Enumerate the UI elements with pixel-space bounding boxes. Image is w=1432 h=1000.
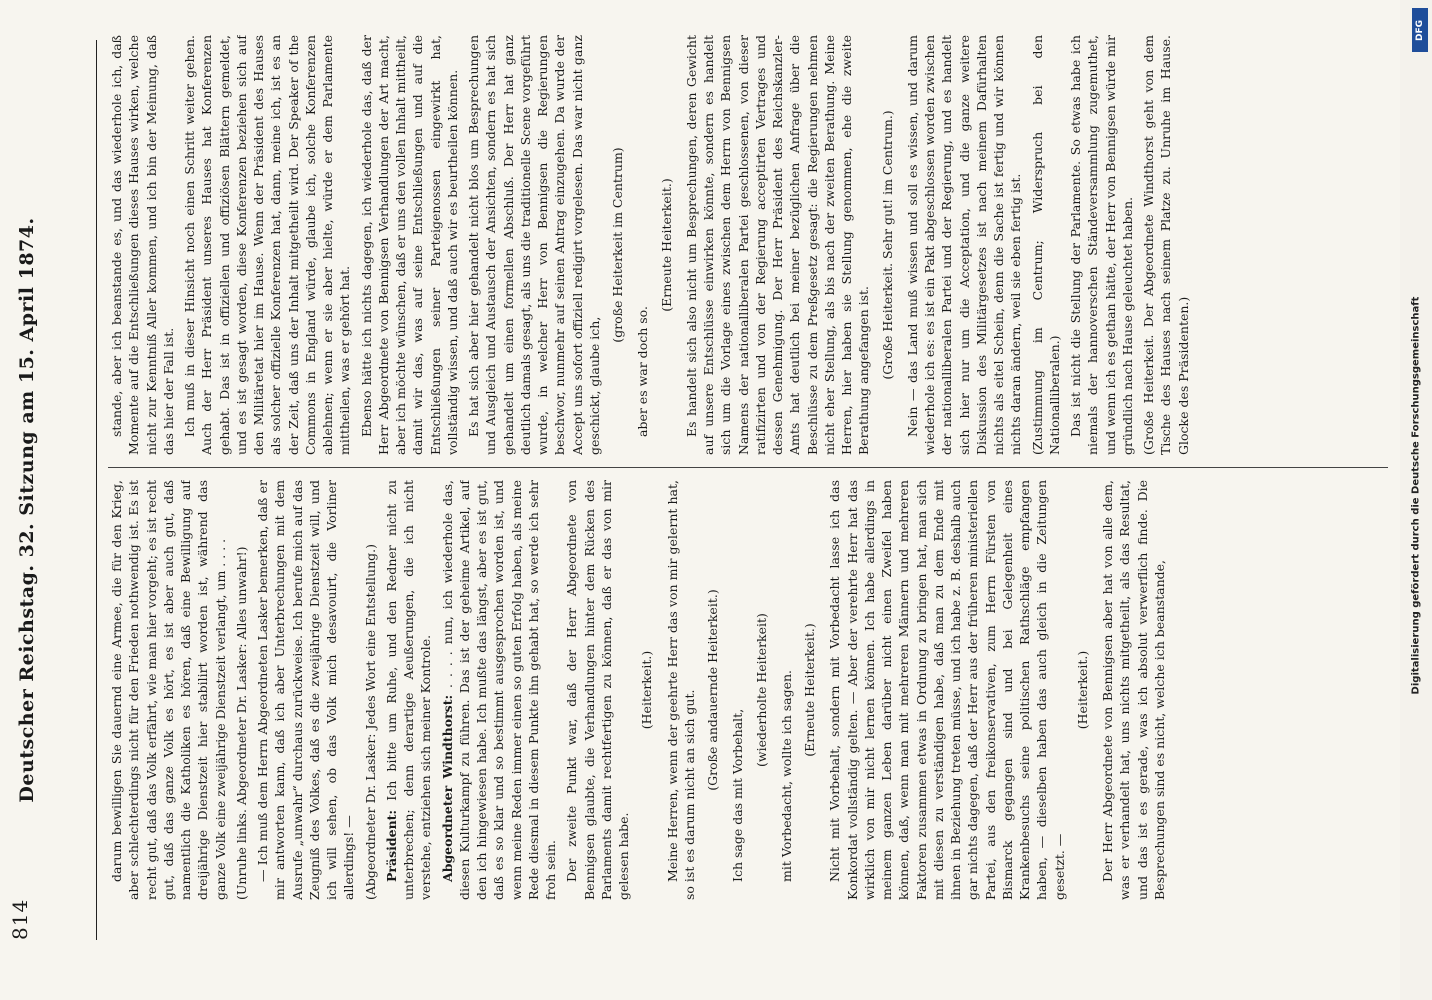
paragraph: Es hat sich aber hier gehandelt nicht blos um Besprechungen und Ausgleich und Austausch der Ansichten, sondern es hat sich gehandelt um einen formellen Abschluß. Der Herr hat ganz deutlich damals gesagt, als uns die traditionelle Scene vorgeführt wurde, in welcher Herr von Bennigsen die Regierungen beschwor, nunmehr auf seinen Antrag einzugehen. Da wurde der Accept uns sofort offiziell redigirt vorgelesen. Das war nicht ganz geschickt, glaube ich, bbox=[466, 35, 602, 455]
page-header bbox=[0, 50, 110, 970]
interjection: (Heiterkeit.) bbox=[1074, 650, 1090, 730]
paragraph: Ebenso hätte ich nichts dagegen, ich wiederhole das, daß der Herr Abgeordnete von Bennigsen Verhandlungen der Art macht, aber ich möchte wünschen, daß er uns den vollen Inhalt mittheilt, damit wir das, was auf seine Entschließungen und auf die Entschließungen seiner Parteigenossen eingewirkt hat, vollständig wissen, und daß auch wir es beurtheilen können. bbox=[358, 35, 460, 455]
paragraph: Der zweite Punkt war, daß der Herr Abgeordnete von Bennigsen glaubte, die Verhandlungen hinter dem Rücken des Parlaments damit rechtfertigen zu können, daß er das von mir gelesen habe. bbox=[564, 480, 631, 900]
text-column-left bbox=[108, 480, 1390, 900]
paragraph: Das ist nicht die Stellung der Parlamente. So etwas habe ich niemals der hannoverschen Ständeversammlung zugemuthet, und wenn ich es gethan hätte, der Herr von Bennigsen würde mir gründlich nach Hause geleuchtet haben. bbox=[1068, 35, 1135, 455]
stage-note: (Große Heiterkeit. Der Abgeordnete Windthorst geht von dem Tische des Hauses nach seinem Platze zu. Unruhe im Hause. Glocke des Präsidenten.) bbox=[1141, 35, 1191, 455]
header-rule bbox=[96, 40, 97, 940]
text-column-right bbox=[108, 35, 1390, 455]
paragraph: aber es war doch so. bbox=[635, 306, 651, 437]
paragraph: stande, aber ich beanstande es, und das wiederhole ich, daß Momente auf die Entschließungen dieses Hauses wirken, welche nicht zur Kenntniß Aller kommen, und ich bin der Meinung, daß das hier der Fall ist. bbox=[109, 35, 176, 455]
digitization-note-text: Digitalisierung gefördert durch die Deutsche Forschungsgemeinschaft bbox=[1410, 296, 1422, 695]
paragraph: — Ich muß dem Herrn Abgeordneten Lasker bemerken, daß er mir antworten kann, daß ich aber Unterbrechungen mit dem Ausrufe „unwahr“ durchaus zurückweise. Ich berufe mich auf das Zeugniß des Volkes, daß es die zweijährige Dienstzeit will, und ich will sehen, ob das Volk mich desavouirt, die Vorliner allerdings! — bbox=[255, 480, 357, 900]
paragraph-text: Ich bitte um Ruhe, und den Redner nicht zu unterbrechen; denn derartige Aeußerungen, die ich nicht verstehe, entziehen sich meiner Kontrole. bbox=[383, 480, 434, 900]
interjection: (Große Heiterkeit. Sehr gut! im Centrum.) bbox=[879, 110, 895, 380]
interjection: (Erneute Heiterkeit.) bbox=[802, 623, 817, 757]
digitization-note bbox=[1402, 0, 1430, 1000]
speaker-name: Abgeordneter Windthorst: bbox=[439, 694, 455, 882]
dfg-logo: DFG bbox=[1412, 8, 1428, 52]
paragraph bbox=[383, 480, 435, 900]
column-divider bbox=[108, 467, 1388, 468]
paragraph: Ich sage das mit Vorbehalt, bbox=[730, 708, 746, 882]
stage-note: (Unruhe links. Abgeordneter Dr. Lasker: Alles unwahr!) bbox=[233, 546, 249, 900]
paragraph-text: . . . . nun, ich wiederhole das, diesen Kulturkampf zu führen. Das ist der geheime Artikel, auf den ich hingewiesen habe. Ich mußte das längst, aber es ist gut, daß es so klar und so bestimmt ausgesprochen worden ist, und wenn meine Reden immer einen so guten Erfolg haben, als meine Rede diesmal in diesem Punkte ihn gehabt hat, so werde ich sehr froh sein. bbox=[439, 480, 558, 900]
speaker-name: Präsident: bbox=[383, 809, 399, 882]
paragraph: Nein — das Land muß wissen und soll es wissen, und darum wiederhole ich es: es ist ein Pakt abgeschlossen worden zwischen der nationalliberalen Partei und der Regierung, und es handelt sich hier nur um die Acceptation, und die ganze weitere Diskussion des Militärgesetzes ist nach meinem Dafürhalten nichts als eitel Schein, denn die Sache ist fertig und wir können nichts daran ändern, weil sie eben fertig ist. bbox=[904, 35, 1024, 455]
page-number: 814 bbox=[8, 898, 32, 940]
paragraph: Es handelt sich also nicht um Besprechungen, deren Gewicht auf unsere Entschlüsse einwirken könnte, sondern es handelt sich um die Vorlage eines zwischen dem Herrn von Bennigsen Namens der nationalliberalen Partei geschlossenen, von dieser ratifizirten und von der Regierung acceptirten Vertrages und dessen Genehmigung. Der Herr Präsident des Reichskanzler-Amts hat deutlich bei meiner bezüglichen Anfrage über die Beschlüsse zu dem Preßgesetz gesagt: die Regierungen nehmen nicht eher Stellung, als bis nach der zweiten Berathung. Meine Herren, hier haben sie Stellung genommen, ehe die zweite Berathung angefangen ist. bbox=[683, 35, 872, 455]
stage-note: (Zustimmung im Centrum; Widerspruch bei den Nationalliberalen.) bbox=[1029, 35, 1062, 455]
interjection: (Erneute Heiterkeit.) bbox=[658, 178, 674, 312]
running-title: Deutscher Reichstag. 32. Sitzung am 15. April 1874. bbox=[16, 217, 38, 803]
paragraph: Nicht mit Vorbehalt, sondern mit Vorbedacht lasse ich das Konkordat vollständig gelten. — Aber der verehrte Herr hat das wirklich von mir nicht lernen können. Ich habe allerdings in meinem ganzen Leben darüber nicht einen Zweifel haben können, daß, wenn man mit mehreren Männern und mehreren Faktoren zusammen etwas in Ordnung zu bringen hat, man sich mit diesen zu verständigen habe, daß man zu dem Ende mit ihnen in Beziehung treten müsse, und ich habe z. B. deshalb auch gar nichts dagegen, daß der Herr aus der früheren ministeriellen Partei, aus den freikonservativen, zum Herrn Fürsten von Bismarck gegangen sind und bei Gelegenheit eines Krankenbesuchs seine politischen Rathschläge empfangen haben, — dieselben haben das auch gleich in die Zeitungen gesetzt. — bbox=[827, 480, 1067, 900]
paragraph: Der Herr Abgeordnete von Bennigsen aber hat von alle dem, was er verhandelt hat, uns nichts mitgetheilt, als das Resultat, und das ist es gerade, was ich absolut verwerflich finde. Die Besprechungen sind es nicht, welche ich beanstande, bbox=[1100, 480, 1167, 900]
paragraph bbox=[439, 480, 560, 900]
stage-note: (Abgeordneter Dr. Lasker: Jedes Wort eine Entstellung.) bbox=[362, 544, 378, 900]
paragraph: Meine Herren, wenn der geehrte Herr das von mir gelernt hat, so ist es darum nicht an sich gut. bbox=[664, 480, 697, 900]
interjection: (wiederholte Heiterkeit) bbox=[753, 613, 769, 767]
paragraph: mit Vorbedacht, wollte ich sagen. bbox=[778, 669, 794, 882]
paragraph: Ich muß in dieser Hinsicht noch einen Schritt weiter gehen. Auch der Herr Präsident unseres Hauses hat Konferenzen gehabt. Das ist in offiziellen und offiziösen Blättern gemeldet, und es ist gesagt worden, diese Konferenzen beziehen sich auf den Militäretat hier im Hause. Wenn der Präsident des Hauses als solcher offizielle Konferenzen hat, dann, meine ich, ist es an der Zeit, daß uns der Inhalt mitgetheilt wird. Der Speaker of the Commons in England würde, glaube ich, solche Konferenzen ablehnen; wenn er sie aber hielte, würde er dem Parlamente mittheilen, was er gehört hat. bbox=[182, 35, 353, 455]
interjection: (Große andauernde Heiterkeit.) bbox=[705, 589, 720, 791]
interjection: (Heiterkeit.) bbox=[639, 650, 655, 730]
paragraph: darum bewilligen Sie dauernd eine Armee, die für den Krieg, aber schlechterdings nicht für den Frieden nothwendig ist. Es ist recht gut, daß das Volk erfährt, wie man hier vorgeht; es ist recht gut, daß das ganze Volk es hört, es ist aber auch gut, daß namentlich die Katholiken es hören, daß eine Bewilligung auf dreijährige Dienstzeit hier stabilirt worden ist, während das ganze Volk eine zweijährige Dienstzeit verlangt, um . . . . bbox=[109, 480, 228, 900]
interjection: (große Heiterkeit im Centrum) bbox=[610, 147, 625, 343]
